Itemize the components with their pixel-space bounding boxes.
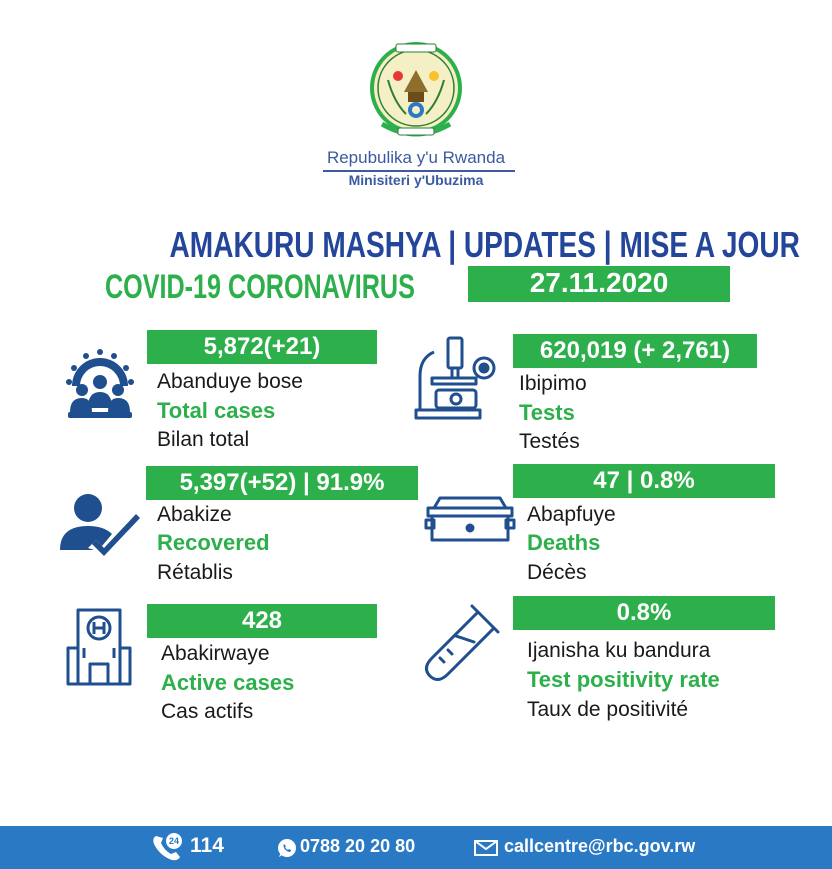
recovered-fr: Rétablis bbox=[157, 561, 233, 584]
phone-24-icon bbox=[150, 832, 190, 862]
hotline-badge: 24 bbox=[168, 836, 180, 846]
whatsapp-icon bbox=[276, 837, 298, 859]
republic-name: Repubulika y'u Rwanda bbox=[326, 148, 506, 167]
recovered-en: Recovered bbox=[157, 530, 270, 555]
footer-bar bbox=[0, 826, 832, 869]
recovered-rw: Abakize bbox=[157, 503, 232, 526]
mail-icon bbox=[474, 840, 498, 856]
total-cases-rw: Abanduye bose bbox=[157, 370, 303, 393]
person-check-icon bbox=[58, 490, 140, 556]
positivity-fr: Taux de positivité bbox=[527, 698, 689, 721]
ministry-name: Minisiteri y'Ubuzima bbox=[348, 172, 484, 188]
positivity-value: 0.8% bbox=[513, 596, 775, 630]
tests-rw: Ibipimo bbox=[519, 372, 587, 395]
total-cases-value: 5,872(+21) bbox=[147, 330, 377, 364]
test-tube-icon bbox=[418, 602, 502, 684]
microscope-icon bbox=[414, 334, 504, 420]
total-cases-en: Total cases bbox=[157, 398, 276, 423]
active-cases-value: 428 bbox=[147, 604, 377, 638]
total-cases-fr: Bilan total bbox=[157, 428, 250, 451]
recovered-value: 5,397(+52) | 91.9% bbox=[146, 466, 418, 500]
deaths-fr: Décès bbox=[527, 561, 587, 584]
active-cases-fr: Cas actifs bbox=[161, 700, 254, 723]
subhead: COVID-19 CORONAVIRUS bbox=[105, 268, 415, 306]
active-cases-rw: Abakirwaye bbox=[161, 642, 270, 665]
active-cases-en: Active cases bbox=[161, 670, 295, 695]
positivity-en: Test positivity rate bbox=[527, 667, 720, 692]
whatsapp-number[interactable]: 0788 20 20 80 bbox=[300, 836, 416, 856]
hotline-number[interactable]: 114 bbox=[190, 834, 224, 857]
email-address[interactable]: callcentre@rbc.gov.rw bbox=[504, 836, 696, 856]
tests-en: Tests bbox=[519, 400, 575, 425]
tests-fr: Testés bbox=[519, 430, 580, 453]
headline: AMAKURU MASHYA | UPDATES | MISE A JOUR bbox=[169, 224, 800, 265]
deaths-value: 47 | 0.8% bbox=[513, 464, 775, 498]
virus-people-icon bbox=[66, 346, 134, 420]
deaths-en: Deaths bbox=[527, 530, 601, 555]
date-text: 27.11.2020 bbox=[529, 267, 669, 298]
rwanda-coat-of-arms-emblem bbox=[368, 40, 464, 144]
deaths-rw: Abapfuye bbox=[527, 503, 616, 526]
tests-value: 620,019 (+ 2,761) bbox=[513, 334, 757, 368]
coffin-icon bbox=[424, 496, 516, 544]
hospital-icon bbox=[66, 608, 132, 686]
positivity-rw: Ijanisha ku bandura bbox=[527, 639, 711, 662]
